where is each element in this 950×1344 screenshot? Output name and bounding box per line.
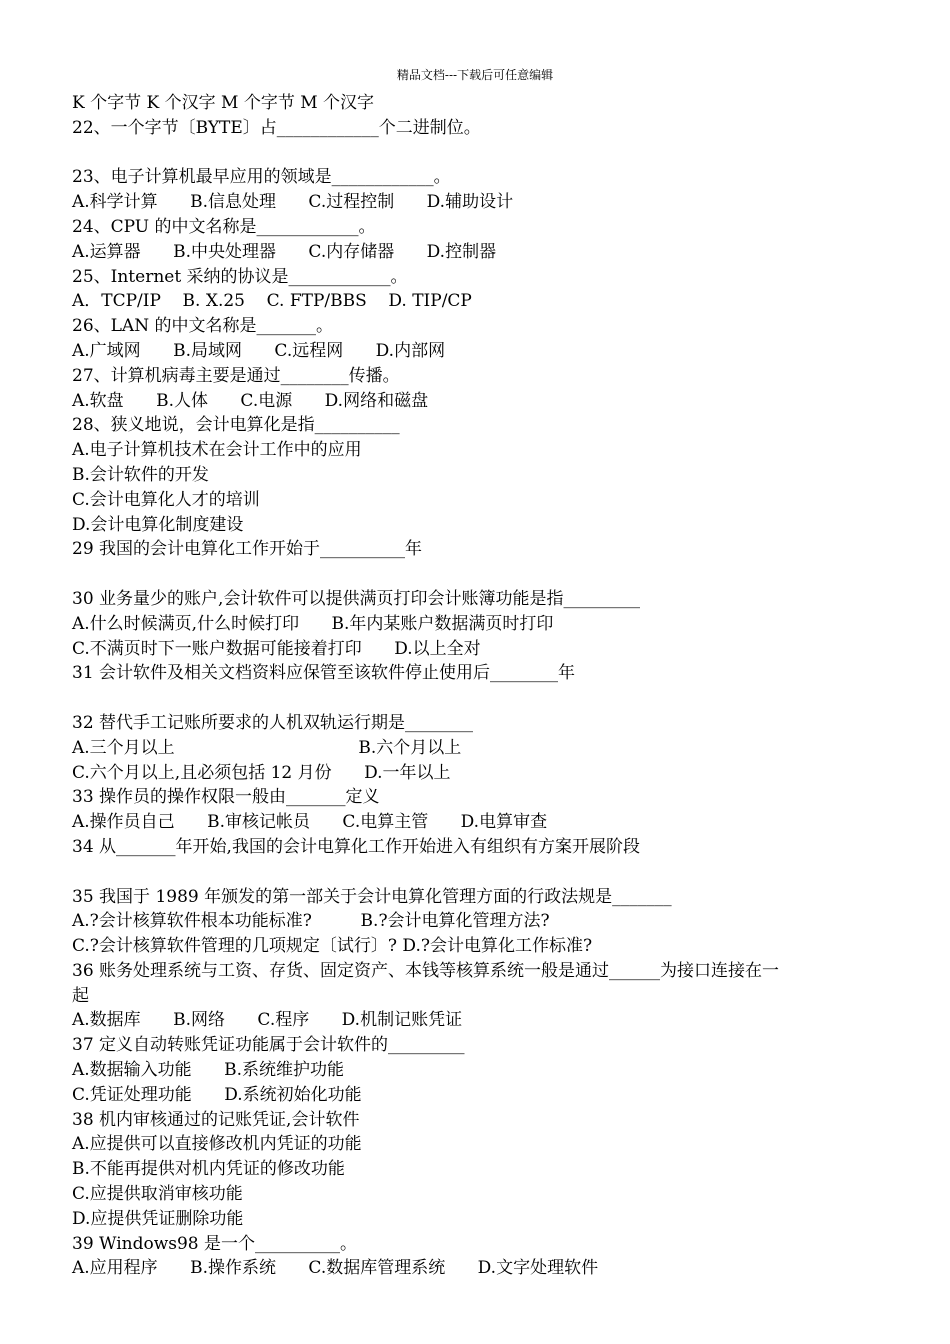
question-38-option-d: D.应提供凭证删除功能 [72, 1208, 244, 1229]
page-header: 精品文档---下载后可任意编辑 [396, 68, 554, 82]
question-27: 27、计算机病毒主要是通过________传播。 [72, 365, 400, 386]
question-39-options: A.应用程序 B.操作系统 C.数据库管理系统 D.文字处理软件 [72, 1258, 599, 1279]
question-25-options: A．TCP/IP B. X.25 C. FTP/BBS D. TIP/CP [72, 291, 472, 312]
question-25: 25、Internet 采纳的协议是____________。 [72, 266, 408, 287]
question-35: 35 我国于 1989 年颁发的第一部关于会计电算化管理方面的行政法规是_______ [72, 886, 672, 907]
question-26: 26、LAN 的中文名称是_______。 [72, 316, 333, 337]
question-24-options: A.运算器 B.中央处理器 C.内存储器 D.控制器 [72, 241, 497, 262]
blank-line [72, 860, 882, 885]
question-37-options-ab: A.数据输入功能 B.系统维护功能 [72, 1060, 344, 1081]
question-31: 31 会计软件及相关文档资料应保管至该软件停止使用后________年 [72, 663, 576, 684]
question-37-options-cd: C.凭证处理功能 D.系统初始化功能 [72, 1084, 362, 1105]
question-28-option-a: A.电子计算机技术在会计工作中的应用 [72, 440, 362, 461]
question-22: 22、一个字节〔BYTE〕占____________个二进制位。 [72, 117, 481, 138]
question-24: 24、CPU 的中文名称是____________。 [72, 216, 376, 237]
question-36-options: A.数据库 B.网络 C.程序 D.机制记账凭证 [72, 1010, 463, 1031]
question-33-options: A.操作员自己 B.审核记帐员 C.电算主管 D.电算审查 [72, 812, 548, 833]
question-33: 33 操作员的操作权限一般由_______定义 [72, 787, 380, 808]
question-28-option-d: D.会计电算化制度建设 [72, 514, 244, 535]
question-32-options-cd: C.六个月以上,且必须包括 12 月份 D.一年以上 [72, 762, 451, 783]
question-26-options: A.广域网 B.局域网 C.远程网 D.内部网 [72, 340, 446, 361]
document-body [72, 91, 882, 1281]
question-38-option-b: B.不能再提供对机内凭证的修改功能 [72, 1159, 345, 1180]
question-35-options-cd: C.?会计核算软件管理的几项规定〔试行〕? D.?会计电算化工作标准? [72, 936, 593, 957]
question-28: 28、狭义地说，会计电算化是指__________ [72, 415, 400, 436]
question-28-option-b: B.会计软件的开发 [72, 464, 209, 485]
blank-line [72, 686, 882, 711]
text-line: K 个字节 K 个汉字 M 个字节 M 个汉字 [72, 93, 375, 113]
question-32-options-ab: A.三个月以上 B.六个月以上 [72, 737, 462, 758]
question-32: 32 替代手工记账所要求的人机双轨运行期是________ [72, 712, 474, 733]
question-29: 29 我国的会计电算化工作开始于__________年 [72, 539, 423, 560]
question-36-continued: 起 [72, 985, 89, 1006]
question-35-options-ab: A.?会计核算软件根本功能标准? B.?会计电算化管理方法? [72, 911, 550, 932]
question-36: 36 账务处理系统与工资、存货、固定资产、本钱等核算系统一般是通过______为接口连接在一 [72, 960, 780, 981]
question-23: 23、电子计算机最早应用的领域是____________。 [72, 167, 451, 188]
question-30-options-ab: A.什么时候满页,什么时候打印 B.年内某账户数据满页时打印 [72, 613, 554, 634]
question-27-options: A.软盘 B.人体 C.电源 D.网络和磁盘 [72, 390, 429, 411]
question-37: 37 定义自动转账凭证功能属于会计软件的_________ [72, 1035, 465, 1056]
question-23-options: A.科学计算 B.信息处理 C.过程控制 D.辅助设计 [72, 192, 514, 213]
question-38: 38 机内审核通过的记账凭证,会计软件 [72, 1109, 360, 1130]
question-30-options-cd: C.不满页时下一账户数据可能接着打印 D.以上全对 [72, 638, 481, 659]
question-34: 34 从_______年开始,我国的会计电算化工作开始进入有组织有方案开展阶段 [72, 836, 640, 857]
question-28-option-c: C.会计电算化人才的培训 [72, 489, 260, 510]
blank-line [72, 141, 882, 166]
question-30: 30 业务量少的账户,会计软件可以提供满页打印会计账簿功能是指_________ [72, 588, 640, 609]
question-38-option-a: A.应提供可以直接修改机内凭证的功能 [72, 1134, 362, 1155]
question-39: 39 Windows98 是一个__________。 [72, 1233, 358, 1254]
blank-line [72, 562, 882, 587]
question-38-option-c: C.应提供取消审核功能 [72, 1184, 243, 1205]
